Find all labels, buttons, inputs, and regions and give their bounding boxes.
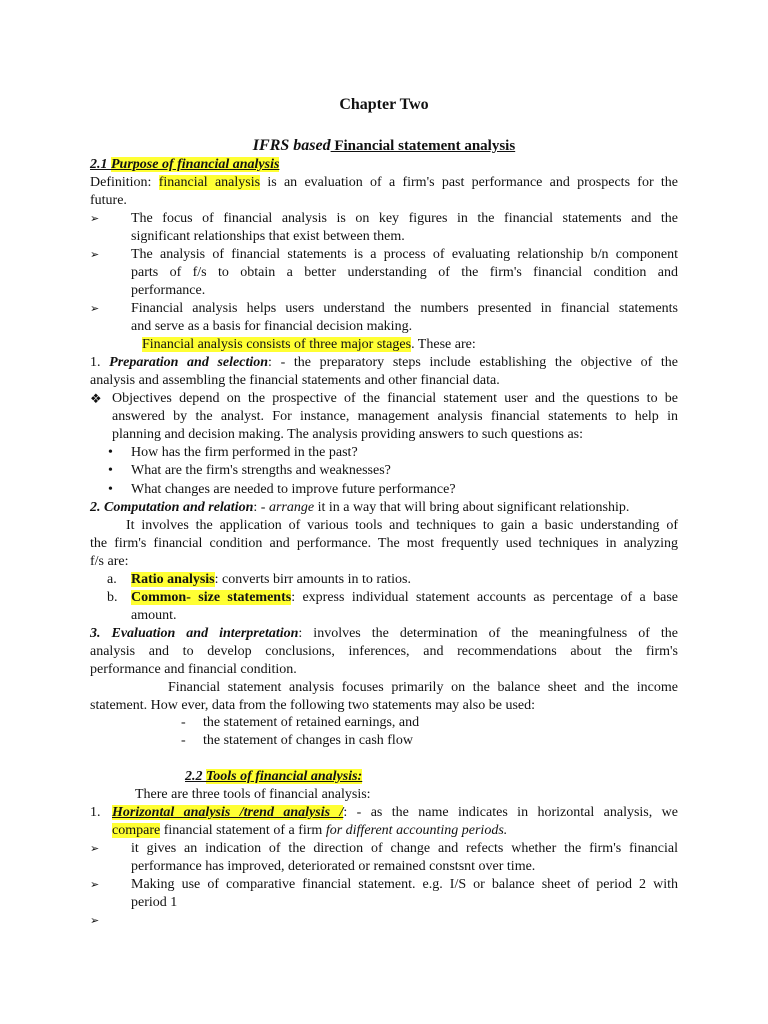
- bullet-line: The focus of financial analysis is on key figures in the financial statements and the: [131, 211, 678, 226]
- stage-text: : - the preparatory steps include establishing the objective of the: [268, 355, 679, 370]
- stage-title: Preparation and selection: [109, 355, 269, 370]
- subtitle-italic: IFRS based: [252, 137, 331, 154]
- bullet-line: it gives an indication of the direction of change and refects whether the firm's financial: [131, 841, 678, 856]
- technique-name: Ratio analysis: [131, 572, 215, 587]
- bullet-line: period 1: [131, 895, 178, 910]
- stage-3-cont: analysis and to develop conclusions, inferences, and recommendations about the firm's: [90, 644, 678, 659]
- objectives-line: answered by the analyst. For instance, management analysis financial statements to help in: [112, 409, 678, 424]
- horizontal-analysis-cont: [112, 822, 678, 840]
- bullet-line: performance has improved, deteriorated or remained constsnt over time.: [131, 859, 536, 874]
- dash-marker: -: [181, 715, 186, 730]
- stages-line: [142, 336, 730, 354]
- tool-text: : - as the name indicates in horizontal analysis, we: [343, 805, 678, 820]
- stage-2-para: the firm's financial condition and performance. The most frequently used techniques in analyzing: [90, 536, 678, 551]
- subtitle-rest: Financial statement analysis: [330, 138, 516, 154]
- focus-line: Financial statement analysis focuses primarily on the balance sheet and the income: [168, 680, 678, 695]
- stage-separator: : -: [253, 500, 269, 515]
- definition-cont: future.: [90, 193, 127, 208]
- section-2-1-heading: [90, 156, 678, 174]
- horizontal-analysis-line: [112, 804, 678, 822]
- list-marker: 1.: [90, 805, 101, 820]
- question-item: What are the firm's strengths and weaknesses?: [131, 463, 391, 478]
- stages-text: . These are:: [411, 337, 476, 352]
- statement-item: the statement of retained earnings, and: [203, 715, 420, 730]
- section-2-2-heading: [185, 768, 585, 786]
- arrow-bullet-icon: ➢: [90, 843, 100, 855]
- bullet-line: and serve as a basis for financial decision making.: [131, 319, 413, 334]
- tool-name: Horizontal analysis /trend analysis /: [112, 805, 344, 820]
- stage-2-line: [90, 499, 678, 517]
- stage-title: Computation and relation: [104, 500, 254, 515]
- question-item: How has the firm performed in the past?: [131, 445, 358, 460]
- technique-b: [131, 589, 678, 607]
- stage-3-line: [90, 625, 678, 643]
- definition-line: [90, 174, 678, 192]
- definition-label: Definition:: [90, 175, 159, 190]
- definition-text: is an evaluation of a firm's past performance and prospects for the: [260, 175, 678, 190]
- tool-italic: for different accounting periods.: [325, 823, 508, 838]
- technique-text: : converts birr amounts in to ratios.: [214, 572, 411, 587]
- question-item: What changes are needed to improve future performance?: [131, 482, 456, 497]
- focus-line: statement. How ever, data from the following two statements may also be used:: [90, 698, 535, 713]
- stage-title: Evaluation and interpretation: [111, 626, 299, 641]
- arrow-bullet-icon: ➢: [90, 303, 100, 315]
- list-marker: b.: [107, 590, 118, 605]
- bullet-line: parts of f/s to obtain a better understanding of the firm's financial condition and: [131, 265, 678, 280]
- stage-2-para: f/s are:: [90, 554, 129, 569]
- section-title: Purpose of financial analysis: [111, 157, 280, 172]
- arrow-bullet-icon: ➢: [90, 213, 100, 225]
- document-subtitle: [0, 137, 768, 155]
- technique-text: : express individual statement accounts as percentage of a base: [291, 590, 678, 605]
- technique-a: [131, 571, 678, 589]
- definition-term: financial analysis: [158, 175, 261, 190]
- stage-number: 3.: [90, 626, 112, 641]
- section-number: 2.1: [90, 157, 111, 172]
- stage-1-cont: analysis and assembling the financial statements and other financial data.: [90, 373, 500, 388]
- bullet-line: performance.: [131, 283, 206, 298]
- stage-italic: arrange: [268, 500, 315, 515]
- bullet-line: Financial analysis helps users understand the numbers presented in financial statements: [131, 301, 678, 316]
- technique-name: Common- size statements: [131, 590, 292, 605]
- section-title: Tools of financial analysis:: [206, 769, 363, 784]
- arrow-bullet-icon: ➢: [90, 249, 100, 261]
- bullet-line: significant relationships that exist between them.: [131, 229, 405, 244]
- dot-bullet-icon: •: [108, 445, 113, 460]
- stage-number: 1.: [90, 355, 110, 370]
- dot-bullet-icon: •: [108, 482, 113, 497]
- statement-item: the statement of changes in cash flow: [203, 733, 413, 748]
- stage-3-cont: performance and financial condition.: [90, 662, 297, 677]
- stage-1-line: [90, 354, 678, 372]
- bullet-line: Making use of comparative financial statement. e.g. I/S or balance sheet of period 2 with: [131, 877, 678, 892]
- stage-2-para: It involves the application of various tools and techniques to gain a basic understanding of: [126, 518, 678, 533]
- compare-highlight: compare: [112, 823, 161, 838]
- chapter-title: Chapter Two: [339, 96, 429, 113]
- arrow-bullet-icon: ➢: [90, 915, 100, 927]
- tool-text: financial statement of a firm: [160, 823, 326, 838]
- arrow-bullet-icon: ➢: [90, 879, 100, 891]
- dot-bullet-icon: •: [108, 463, 113, 478]
- stages-highlight: Financial analysis consists of three major stages: [142, 337, 412, 352]
- dash-marker: -: [181, 733, 186, 748]
- stage-text: : involves the determination of the meaningfulness of the: [298, 626, 678, 641]
- technique-b-cont: amount.: [131, 608, 177, 623]
- diamond-bullet-icon: ❖: [90, 391, 102, 406]
- stage-text: it in a way that will bring about significant relationship.: [314, 500, 630, 515]
- list-marker: a.: [107, 572, 117, 587]
- objectives-line: planning and decision making. The analysis providing answers to such questions as:: [112, 427, 584, 442]
- objectives-line: Objectives depend on the prospective of the financial statement user and the questions to be: [112, 391, 678, 406]
- section-number: 2.2: [185, 769, 206, 784]
- stage-number: 2.: [90, 500, 104, 515]
- tools-intro: There are three tools of financial analysis:: [135, 787, 371, 802]
- bullet-line: The analysis of financial statements is a process of evaluating relationship b/n component: [131, 247, 678, 262]
